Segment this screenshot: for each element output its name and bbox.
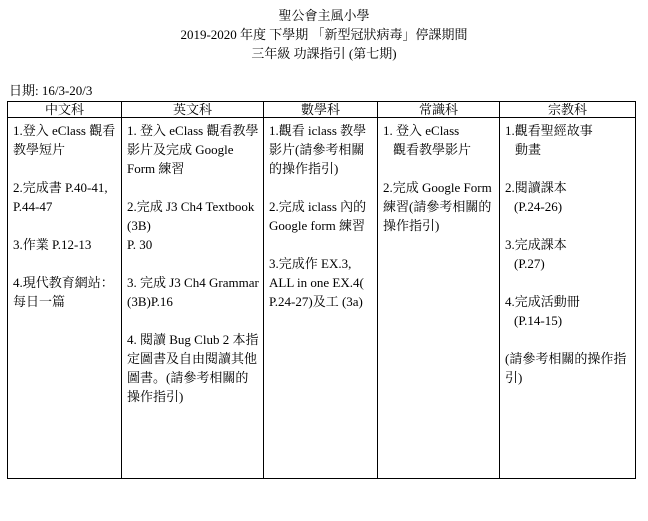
list-item: 4.現代教育網站：每日一篇 <box>13 275 114 309</box>
homework-table <box>7 101 636 479</box>
list-item: 2.完成 iclass 內的 Google form 練習 <box>269 199 367 233</box>
list-item <box>505 121 631 159</box>
list-item-line: 3.完成課本 <box>505 237 567 252</box>
list-item: 1. 登入 eClass 觀看教學影片及完成 Google Form 練習 <box>127 123 259 176</box>
table-header-row <box>8 102 636 118</box>
chinese-cell <box>8 118 122 479</box>
column-header-general-studies: 常識科 <box>378 102 500 118</box>
math-cell <box>264 118 378 479</box>
date-range: 日期: 16/3-20/3 <box>9 83 93 98</box>
english-cell <box>122 118 264 479</box>
school-name: 聖公會主風小學 <box>278 8 370 23</box>
list-item <box>505 178 631 216</box>
list-item-line: (P.14-15) <box>514 313 563 328</box>
list-item: 2.完成書 P.40-41, P.44-47 <box>13 180 108 214</box>
general-studies-cell <box>378 118 500 479</box>
list-item: 2.完成 J3 Ch4 Textbook (3B) <box>127 199 255 233</box>
religion-note: (請參考相關的操作指引) <box>505 351 627 385</box>
document-title: 三年級 功課指引 (第七期) <box>251 46 397 61</box>
list-item-line: 4.完成活動冊 <box>505 294 580 309</box>
list-item: 1.觀看 iclass 教學影片(請參考相關的操作指引) <box>269 123 367 176</box>
document-header <box>0 6 648 63</box>
list-item <box>505 292 631 330</box>
list-item-line: 1.觀看聖經故事 <box>505 123 593 138</box>
column-header-religion: 宗教科 <box>500 102 636 118</box>
list-item: 4. 閱讀 Bug Club 2 本指定圖書及自由閱讀其他圖書。(請參考相關的操作指引) <box>127 332 259 404</box>
list-item: 1.登入 eClass 觀看教學短片 <box>13 123 116 157</box>
list-item-line: 1. 登入 eClass <box>383 123 460 138</box>
table-row <box>8 118 636 479</box>
list-item: 3.完成作 EX.3, ALL in one EX.4( P.24-27)及工 (3a) <box>269 256 364 309</box>
column-header-math: 數學科 <box>264 102 378 118</box>
document-subtitle: 2019-2020 年度 下學期 「新型冠狀病毒」停課期間 <box>180 27 468 42</box>
list-item: P. 30 <box>127 237 153 252</box>
column-header-chinese: 中文科 <box>8 102 122 118</box>
list-item-line: 觀看教學影片 <box>393 142 472 157</box>
list-item: 2.完成 Google Form 練習(請參考相關的操作指引) <box>383 180 492 233</box>
list-item-line: 2.閱讀課本 <box>505 180 567 195</box>
list-item: 3.作業 P.12-13 <box>13 237 92 252</box>
column-header-english: 英文科 <box>122 102 264 118</box>
list-item-line: (P.27) <box>514 256 545 271</box>
religion-cell <box>500 118 636 479</box>
list-item <box>505 235 631 273</box>
list-item: 3. 完成 J3 Ch4 Grammar (3B)P.16 <box>127 275 259 309</box>
list-item-line: 動畫 <box>515 142 542 157</box>
list-item <box>383 121 495 159</box>
list-item-line: (P.24-26) <box>514 199 563 214</box>
